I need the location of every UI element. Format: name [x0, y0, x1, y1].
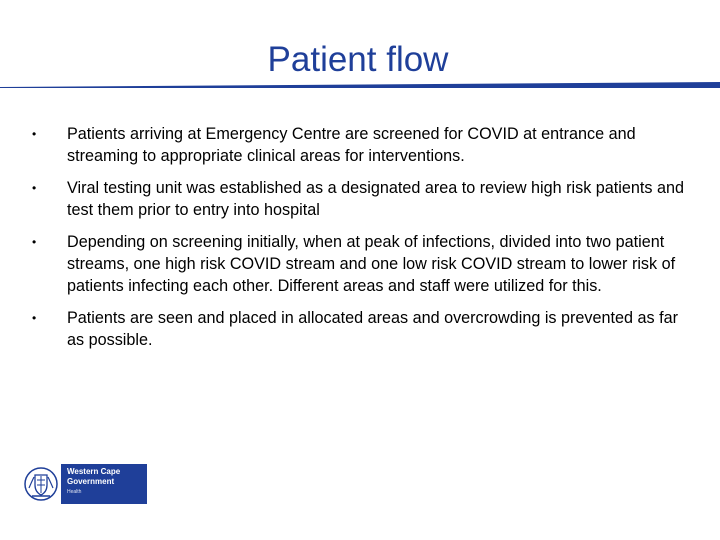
logo-line-1: Western Cape	[67, 467, 121, 476]
logo-wordmark	[61, 464, 147, 504]
bullet-marker: •	[32, 235, 37, 250]
slide-title: Patient flow	[267, 40, 449, 79]
bullet-text: Depending on screening initially, when at peak of infections, divided into two patient streams, one high risk COVID stream and one low risk COVID stream to lower risk of patients infecting each other. Different areas and staff were utilized for this.	[67, 233, 676, 295]
bullet-text: Patients are seen and placed in allocated areas and overcrowding is prevented as far as possible.	[67, 309, 679, 349]
list-item	[24, 308, 696, 351]
logo-department: Health	[67, 489, 82, 495]
coat-of-arms-icon	[23, 466, 59, 502]
title-underline	[0, 82, 720, 90]
list-item	[24, 124, 696, 167]
bullet-marker: •	[32, 181, 37, 196]
logo-line-2: Government	[67, 477, 115, 486]
list-item	[24, 232, 696, 297]
western-cape-government-logo	[23, 464, 147, 504]
bullet-marker: •	[32, 311, 37, 326]
bullet-list	[24, 124, 696, 362]
bullet-text: Patients arriving at Emergency Centre are screened for COVID at entrance and streaming to appropriate clinical areas for interventions.	[67, 125, 636, 165]
bullet-text: Viral testing unit was established as a designated area to review high risk patients and test them prior to entry into hospital	[67, 179, 684, 219]
bullet-marker: •	[32, 127, 37, 141]
list-item	[24, 178, 696, 221]
